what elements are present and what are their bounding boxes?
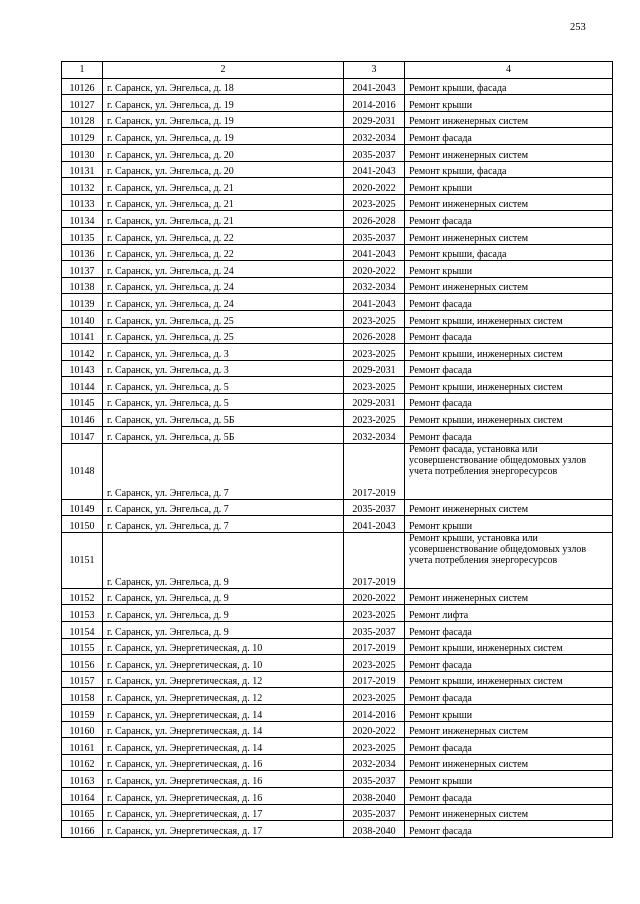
period-cell: 2035-2037 xyxy=(344,804,405,821)
row-number-cell: 10146 xyxy=(62,410,103,427)
row-number-cell: 10137 xyxy=(62,261,103,278)
work-type-cell: Ремонт фасада xyxy=(405,393,613,410)
period-cell: 2026-2028 xyxy=(344,327,405,344)
row-number-cell: 10151 xyxy=(62,532,103,588)
row-number-cell: 10129 xyxy=(62,128,103,145)
row-number-cell: 10136 xyxy=(62,244,103,261)
table-row xyxy=(62,804,613,821)
address-cell: г. Саранск, ул. Энгельса, д. 3 xyxy=(103,344,344,361)
row-number-cell: 10148 xyxy=(62,443,103,499)
table-row xyxy=(62,227,613,244)
period-cell: 2041-2043 xyxy=(344,161,405,178)
address-cell: г. Саранск, ул. Энгельса, д. 20 xyxy=(103,161,344,178)
table-row xyxy=(62,655,613,672)
work-type-cell: Ремонт крыши xyxy=(405,705,613,722)
row-number-cell: 10163 xyxy=(62,771,103,788)
address-cell: г. Саранск, ул. Энергетическая, д. 12 xyxy=(103,671,344,688)
table-row xyxy=(62,327,613,344)
row-number-cell: 10135 xyxy=(62,227,103,244)
work-type-cell: Ремонт фасада xyxy=(405,211,613,228)
period-cell: 2035-2037 xyxy=(344,622,405,639)
table-row xyxy=(62,128,613,145)
table-row xyxy=(62,178,613,195)
repair-schedule-table xyxy=(61,61,613,838)
table-row xyxy=(62,705,613,722)
work-type-cell: Ремонт инженерных систем xyxy=(405,588,613,605)
work-type-cell: Ремонт крыши, фасада xyxy=(405,78,613,95)
period-cell: 2020-2022 xyxy=(344,588,405,605)
table-row xyxy=(62,111,613,128)
row-number-cell: 10159 xyxy=(62,705,103,722)
table-row xyxy=(62,588,613,605)
period-cell: 2023-2025 xyxy=(344,344,405,361)
row-number-cell: 10149 xyxy=(62,499,103,516)
address-cell: г. Саранск, ул. Энергетическая, д. 14 xyxy=(103,721,344,738)
row-number-cell: 10147 xyxy=(62,427,103,444)
table-row xyxy=(62,294,613,311)
table-row xyxy=(62,754,613,771)
address-cell: г. Саранск, ул. Энгельса, д. 5 xyxy=(103,393,344,410)
address-cell: г. Саранск, ул. Энгельса, д. 5 xyxy=(103,377,344,394)
row-number-cell: 10150 xyxy=(62,516,103,533)
row-number-cell: 10165 xyxy=(62,804,103,821)
work-type-cell: Ремонт лифта xyxy=(405,605,613,622)
period-cell: 2035-2037 xyxy=(344,144,405,161)
work-type-cell: Ремонт фасада xyxy=(405,622,613,639)
column-header: 2 xyxy=(103,62,344,79)
table-row xyxy=(62,516,613,533)
work-type-cell: Ремонт крыши, инженерных систем xyxy=(405,344,613,361)
work-type-cell: Ремонт фасада xyxy=(405,655,613,672)
table-row xyxy=(62,721,613,738)
row-number-cell: 10162 xyxy=(62,754,103,771)
address-cell: г. Саранск, ул. Энергетическая, д. 14 xyxy=(103,738,344,755)
period-cell: 2041-2043 xyxy=(344,78,405,95)
row-number-cell: 10156 xyxy=(62,655,103,672)
table-row xyxy=(62,360,613,377)
period-cell: 2032-2034 xyxy=(344,128,405,145)
period-cell: 2014-2016 xyxy=(344,95,405,112)
address-cell: г. Саранск, ул. Энгельса, д. 19 xyxy=(103,95,344,112)
address-cell: г. Саранск, ул. Энергетическая, д. 12 xyxy=(103,688,344,705)
table-row xyxy=(62,377,613,394)
row-number-cell: 10141 xyxy=(62,327,103,344)
period-cell: 2017-2019 xyxy=(344,532,405,588)
table-row xyxy=(62,605,613,622)
address-cell: г. Саранск, ул. Энгельса, д. 21 xyxy=(103,211,344,228)
period-cell: 2029-2031 xyxy=(344,360,405,377)
work-type-cell: Ремонт инженерных систем xyxy=(405,754,613,771)
work-type-cell: Ремонт инженерных систем xyxy=(405,144,613,161)
period-cell: 2014-2016 xyxy=(344,705,405,722)
table-row xyxy=(62,638,613,655)
table-row xyxy=(62,410,613,427)
period-cell: 2032-2034 xyxy=(344,427,405,444)
table-row xyxy=(62,821,613,838)
row-number-cell: 10164 xyxy=(62,787,103,804)
period-cell: 2017-2019 xyxy=(344,443,405,499)
work-type-cell: Ремонт инженерных систем xyxy=(405,499,613,516)
work-type-cell: Ремонт инженерных систем xyxy=(405,721,613,738)
work-type-cell: Ремонт фасада xyxy=(405,738,613,755)
table-row xyxy=(62,344,613,361)
address-cell: г. Саранск, ул. Энгельса, д. 24 xyxy=(103,261,344,278)
row-number-cell: 10161 xyxy=(62,738,103,755)
period-cell: 2029-2031 xyxy=(344,111,405,128)
address-cell: г. Саранск, ул. Энергетическая, д. 17 xyxy=(103,804,344,821)
column-header: 1 xyxy=(62,62,103,79)
row-number-cell: 10157 xyxy=(62,671,103,688)
period-cell: 2023-2025 xyxy=(344,410,405,427)
table-row xyxy=(62,393,613,410)
address-cell: г. Саранск, ул. Энгельса, д. 24 xyxy=(103,277,344,294)
address-cell: г. Саранск, ул. Энгельса, д. 24 xyxy=(103,294,344,311)
table-row xyxy=(62,671,613,688)
work-type-cell: Ремонт инженерных систем xyxy=(405,227,613,244)
row-number-cell: 10154 xyxy=(62,622,103,639)
work-type-cell: Ремонт крыши, инженерных систем xyxy=(405,410,613,427)
address-cell: г. Саранск, ул. Энгельса, д. 22 xyxy=(103,227,344,244)
work-type-cell: Ремонт фасада xyxy=(405,787,613,804)
column-header: 3 xyxy=(344,62,405,79)
row-number-cell: 10134 xyxy=(62,211,103,228)
address-cell: г. Саранск, ул. Энергетическая, д. 14 xyxy=(103,705,344,722)
work-type-cell: Ремонт фасада xyxy=(405,688,613,705)
address-cell: г. Саранск, ул. Энгельса, д. 7 xyxy=(103,499,344,516)
work-type-cell: Ремонт инженерных систем xyxy=(405,194,613,211)
work-type-cell: Ремонт крыши xyxy=(405,178,613,195)
table-row xyxy=(62,771,613,788)
period-cell: 2017-2019 xyxy=(344,638,405,655)
period-cell: 2038-2040 xyxy=(344,821,405,838)
row-number-cell: 10158 xyxy=(62,688,103,705)
table-row xyxy=(62,78,613,95)
row-number-cell: 10128 xyxy=(62,111,103,128)
period-cell: 2041-2043 xyxy=(344,516,405,533)
period-cell: 2023-2025 xyxy=(344,738,405,755)
row-number-cell: 10130 xyxy=(62,144,103,161)
table-row xyxy=(62,310,613,327)
period-cell: 2017-2019 xyxy=(344,671,405,688)
address-cell: г. Саранск, ул. Энгельса, д. 20 xyxy=(103,144,344,161)
address-cell: г. Саранск, ул. Энгельса, д. 22 xyxy=(103,244,344,261)
table-row xyxy=(62,499,613,516)
table-row xyxy=(62,95,613,112)
table-row xyxy=(62,738,613,755)
period-cell: 2038-2040 xyxy=(344,787,405,804)
table-row xyxy=(62,443,613,499)
period-cell: 2035-2037 xyxy=(344,227,405,244)
row-number-cell: 10132 xyxy=(62,178,103,195)
work-type-cell: Ремонт крыши xyxy=(405,771,613,788)
table-row xyxy=(62,427,613,444)
address-cell: г. Саранск, ул. Энгельса, д. 7 xyxy=(103,516,344,533)
work-type-cell: Ремонт фасада xyxy=(405,327,613,344)
row-number-cell: 10126 xyxy=(62,78,103,95)
address-cell: г. Саранск, ул. Энгельса, д. 25 xyxy=(103,327,344,344)
row-number-cell: 10142 xyxy=(62,344,103,361)
table-row xyxy=(62,211,613,228)
row-number-cell: 10133 xyxy=(62,194,103,211)
work-type-cell: Ремонт инженерных систем xyxy=(405,277,613,294)
table-row xyxy=(62,532,613,588)
table-row xyxy=(62,622,613,639)
work-type-cell: Ремонт инженерных систем xyxy=(405,111,613,128)
row-number-cell: 10144 xyxy=(62,377,103,394)
work-type-cell: Ремонт крыши, инженерных систем xyxy=(405,310,613,327)
page-number: 253 xyxy=(570,22,586,33)
row-number-cell: 10143 xyxy=(62,360,103,377)
table-header-row xyxy=(62,62,613,79)
period-cell: 2026-2028 xyxy=(344,211,405,228)
row-number-cell: 10139 xyxy=(62,294,103,311)
period-cell: 2023-2025 xyxy=(344,194,405,211)
address-cell: г. Саранск, ул. Энгельса, д. 19 xyxy=(103,128,344,145)
table-row xyxy=(62,194,613,211)
period-cell: 2023-2025 xyxy=(344,605,405,622)
period-cell: 2020-2022 xyxy=(344,261,405,278)
row-number-cell: 10131 xyxy=(62,161,103,178)
work-type-cell: Ремонт крыши xyxy=(405,516,613,533)
address-cell: г. Саранск, ул. Энгельса, д. 21 xyxy=(103,178,344,195)
work-type-cell: Ремонт крыши, фасада xyxy=(405,161,613,178)
work-type-cell: Ремонт крыши, фасада xyxy=(405,244,613,261)
work-type-cell: Ремонт фасада xyxy=(405,294,613,311)
table-row xyxy=(62,244,613,261)
work-type-cell: Ремонт крыши, установка или усовершенствование общедомовых узлов учета потребления энергоресурсов xyxy=(405,532,613,588)
address-cell: г. Саранск, ул. Энгельса, д. 25 xyxy=(103,310,344,327)
work-type-cell: Ремонт фасада, установка или усовершенствование общедомовых узлов учета потребления энергоресурсов xyxy=(405,443,613,499)
period-cell: 2029-2031 xyxy=(344,393,405,410)
period-cell: 2023-2025 xyxy=(344,310,405,327)
period-cell: 2032-2034 xyxy=(344,754,405,771)
work-type-cell: Ремонт крыши xyxy=(405,261,613,278)
period-cell: 2035-2037 xyxy=(344,771,405,788)
work-type-cell: Ремонт крыши, инженерных систем xyxy=(405,671,613,688)
period-cell: 2020-2022 xyxy=(344,178,405,195)
table-row xyxy=(62,277,613,294)
period-cell: 2023-2025 xyxy=(344,688,405,705)
table-row xyxy=(62,261,613,278)
address-cell: г. Саранск, ул. Энгельса, д. 9 xyxy=(103,532,344,588)
work-type-cell: Ремонт инженерных систем xyxy=(405,804,613,821)
address-cell: г. Саранск, ул. Энгельса, д. 9 xyxy=(103,588,344,605)
address-cell: г. Саранск, ул. Энергетическая, д. 16 xyxy=(103,771,344,788)
address-cell: г. Саранск, ул. Энгельса, д. 19 xyxy=(103,111,344,128)
work-type-cell: Ремонт фасада xyxy=(405,360,613,377)
work-type-cell: Ремонт крыши xyxy=(405,95,613,112)
table-row xyxy=(62,144,613,161)
period-cell: 2035-2037 xyxy=(344,499,405,516)
row-number-cell: 10145 xyxy=(62,393,103,410)
address-cell: г. Саранск, ул. Энергетическая, д. 16 xyxy=(103,754,344,771)
address-cell: г. Саранск, ул. Энгельса, д. 5Б xyxy=(103,427,344,444)
period-cell: 2041-2043 xyxy=(344,244,405,261)
row-number-cell: 10155 xyxy=(62,638,103,655)
work-type-cell: Ремонт крыши, инженерных систем xyxy=(405,638,613,655)
period-cell: 2041-2043 xyxy=(344,294,405,311)
address-cell: г. Саранск, ул. Энергетическая, д. 16 xyxy=(103,787,344,804)
work-type-cell: Ремонт фасада xyxy=(405,128,613,145)
table-row xyxy=(62,787,613,804)
address-cell: г. Саранск, ул. Энгельса, д. 18 xyxy=(103,78,344,95)
address-cell: г. Саранск, ул. Энгельса, д. 9 xyxy=(103,622,344,639)
row-number-cell: 10138 xyxy=(62,277,103,294)
row-number-cell: 10140 xyxy=(62,310,103,327)
address-cell: г. Саранск, ул. Энгельса, д. 21 xyxy=(103,194,344,211)
column-header: 4 xyxy=(405,62,613,79)
address-cell: г. Саранск, ул. Энгельса, д. 7 xyxy=(103,443,344,499)
row-number-cell: 10152 xyxy=(62,588,103,605)
table-row xyxy=(62,161,613,178)
address-cell: г. Саранск, ул. Энгельса, д. 5Б xyxy=(103,410,344,427)
work-type-cell: Ремонт фасада xyxy=(405,821,613,838)
work-type-cell: Ремонт крыши, инженерных систем xyxy=(405,377,613,394)
row-number-cell: 10166 xyxy=(62,821,103,838)
address-cell: г. Саранск, ул. Энгельса, д. 9 xyxy=(103,605,344,622)
row-number-cell: 10160 xyxy=(62,721,103,738)
table-row xyxy=(62,688,613,705)
address-cell: г. Саранск, ул. Энгельса, д. 3 xyxy=(103,360,344,377)
row-number-cell: 10153 xyxy=(62,605,103,622)
address-cell: г. Саранск, ул. Энергетическая, д. 10 xyxy=(103,655,344,672)
row-number-cell: 10127 xyxy=(62,95,103,112)
period-cell: 2032-2034 xyxy=(344,277,405,294)
work-type-cell: Ремонт фасада xyxy=(405,427,613,444)
period-cell: 2023-2025 xyxy=(344,377,405,394)
address-cell: г. Саранск, ул. Энергетическая, д. 17 xyxy=(103,821,344,838)
address-cell: г. Саранск, ул. Энергетическая, д. 10 xyxy=(103,638,344,655)
period-cell: 2023-2025 xyxy=(344,655,405,672)
period-cell: 2020-2022 xyxy=(344,721,405,738)
